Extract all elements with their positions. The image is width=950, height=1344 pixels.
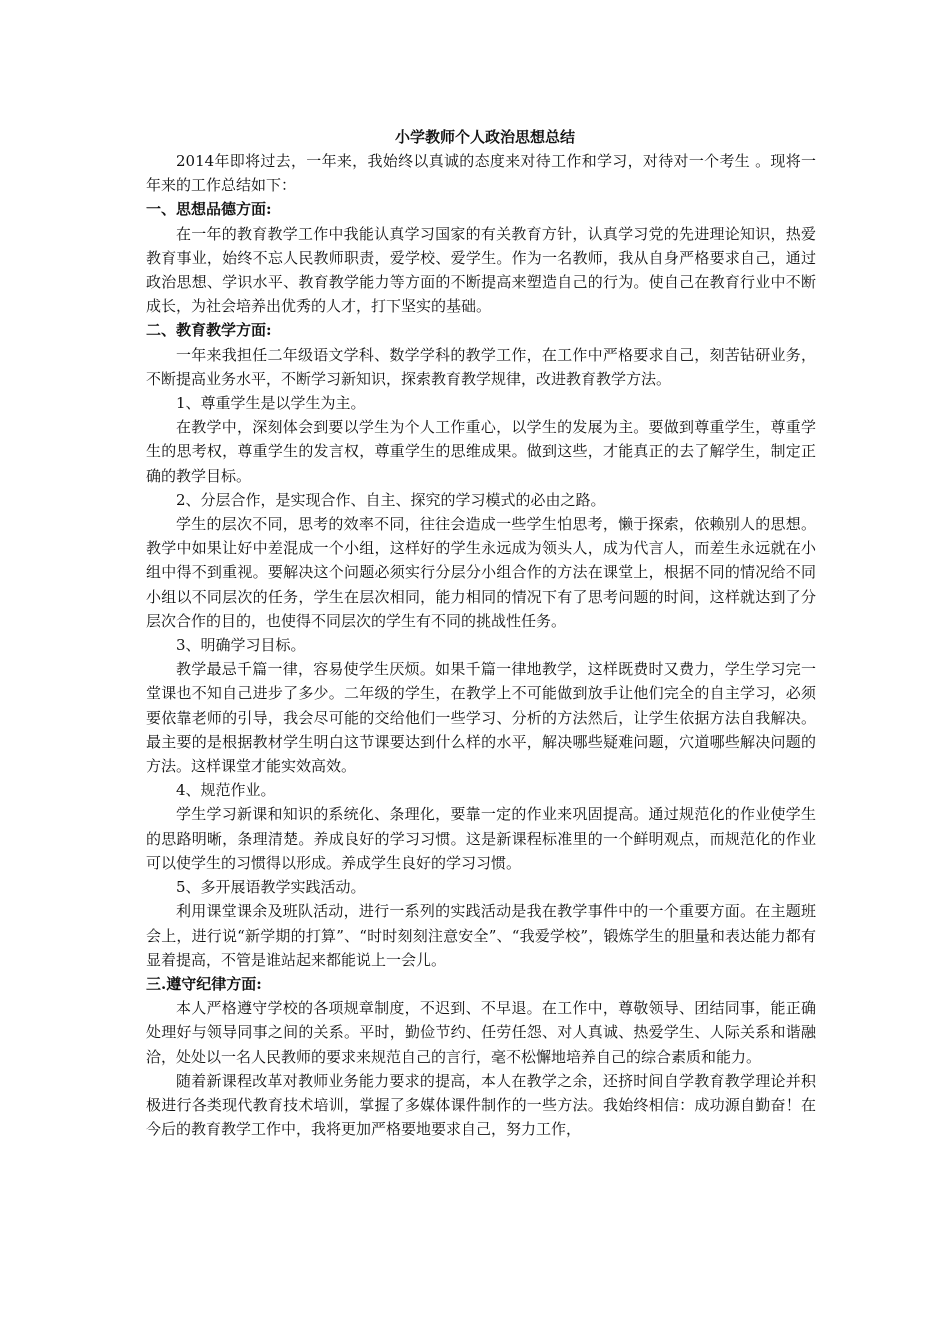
- discipline-paragraph-1: 本人严格遵守学校的各项规章制度，不迟到、不早退。在工作中，尊敬领导、团结同事，能正确处理好与领导同事之间的关系。平时，勤俭节约、任劳任怨、对人真诚、热爱学生、人际关系和谐融洽，处处以一名人民教师的要求来规范自己的言行，毫不松懈地培养自己的综合素质和能力。: [146, 999, 816, 1066]
- teaching-item-title-5: 5、多开展语教学实践活动。: [176, 878, 366, 897]
- teaching-item-title-4: 4、规范作业。: [176, 781, 276, 800]
- teaching-item-text-2: 学生的层次不同，思考的效率不同，往往会造成一些学生怕思考，懒于探索，依赖别人的思想。教学中如果让好中差混成一个小组，这样好的学生永远成为领头人，成为代言人，而差生永远就在小组中得不到重视。要解决这个问题必须实行分层分小组合作的方法在课堂上，根据不同的情况给不同小组以不同层次的任务，学生在层次相同，能力相同的情况下有了思考问题的时间，这样就达到了分层次合作的目的，也使得不同层次的学生有不同的挑战性任务。: [146, 515, 816, 630]
- teaching-item-text-4: 学生学习新课和知识的系统化、条理化，要靠一定的作业来巩固提高。通过规范化的作业使学生的思路明晰，条理清楚。养成良好的学习习惯。这是新课程标准里的一个鲜明观点，而规范化的作业可以使学生的习惯得以形成。养成学生良好的学习习惯。: [146, 805, 816, 872]
- teaching-item-text-3: 教学最忌千篇一律，容易使学生厌烦。如果千篇一律地教学，这样既费时又费力，学生学习完一堂课也不知自己进步了多少。二年级的学生，在教学上不可能做到放手让他们完全的自主学习，必须要依靠老师的引导，我会尽可能的交给他们一些学习、分析的方法然后，让学生依据方法自我解决。最主要的是根据教材学生明白这节课要达到什么样的水平，解决哪些疑难问题，穴道哪些解决问题的方法。这样课堂才能实效高效。: [146, 660, 816, 776]
- section-heading-teaching: 二、教育教学方面:: [146, 321, 272, 340]
- teaching-item-title-1: 1、尊重学生是以学生为主。: [176, 394, 366, 413]
- section-heading-discipline: 三.遵守纪律方面:: [146, 974, 262, 993]
- discipline-paragraph-2: 随着新课程改革对教师业务能力要求的提高，本人在教学之余，还挤时间自学教育教学理论并积极进行各类现代教育技术培训，掌握了多媒体课件制作的一些方法。我始终相信：成功源自勤奋！在今后的教育教学工作中，我将更加严格要地要求自己，努力工作，: [146, 1071, 816, 1139]
- document-page: [146, 125, 816, 1141]
- section-heading-morality: 一、思想品德方面:: [146, 200, 272, 219]
- morality-paragraph: 在一年的教育教学工作中我能认真学习国家的有关教育方针，认真学习党的先进理论知识，热爱教育事业，始终不忘人民教师职责，爱学校、爱学生。作为一名教师，我从自身严格要求自己，通过政治思想、学识水平、教育教学能力等方面的不断提高来塑造自己的行为。使自己在教育行业中不断成长，为社会培养出优秀的人才，打下坚实的基础。: [146, 224, 816, 316]
- teaching-item-title-2: 2、分层合作，是实现合作、自主、探究的学习模式的必由之路。: [176, 490, 606, 509]
- teaching-item-text-1: 在教学中，深刻体会到要以学生为个人工作重心，以学生的发展为主。要做到尊重学生，尊重学生的思考权，尊重学生的发言权，尊重学生的思维成果。做到这些，才能真正的去了解学生，制定正确的教学目标。: [146, 418, 816, 485]
- teaching-item-title-3: 3、明确学习目标。: [176, 636, 306, 655]
- teaching-item-text-5: 利用课堂课余及班队活动，进行一系列的实践活动是我在教学事件中的一个重要方面。在主题班会上，进行说“新学期的打算”、“时时刻刻注意安全”、“我爱学校”，锻炼学生的胆量和表达能力都有显着提高，不管是谁站起来都能说上一会儿。: [146, 902, 816, 969]
- intro-paragraph: 2014年即将过去，一年来，我始终以真诚的态度来对待工作和学习，对待对一个考生 。现将一年来的工作总结如下：: [146, 152, 816, 195]
- teaching-paragraph: 一年来我担任二年级语文学科、数学学科的教学工作，在工作中严格要求自己，刻苦钻研业务，不断提高业务水平，不断学习新知识，探索教育教学规律，改进教育教学方法。: [146, 345, 816, 388]
- document-title: 小学教师个人政治思想总结: [394, 128, 575, 146]
